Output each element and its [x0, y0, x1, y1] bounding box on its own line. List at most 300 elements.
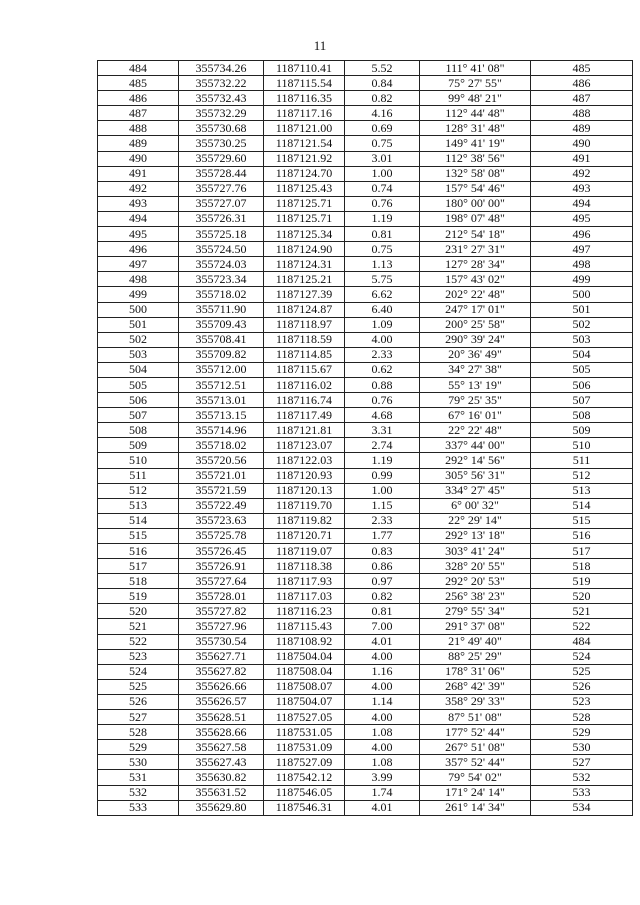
point-from-cell: 517	[98, 559, 179, 574]
bearing-cell: 231° 27' 31"	[420, 242, 531, 257]
point-from-cell: 492	[98, 181, 179, 196]
y-coordinate-cell: 1187121.00	[264, 121, 345, 136]
point-from-cell: 499	[98, 287, 179, 302]
bearing-cell: 87° 51' 08"	[420, 710, 531, 725]
bearing-cell: 261° 14' 34"	[420, 800, 531, 815]
bearing-cell: 79° 54' 02"	[420, 770, 531, 785]
table-row	[98, 362, 633, 377]
point-from-cell: 511	[98, 468, 179, 483]
point-from-cell: 491	[98, 166, 179, 181]
table-row	[98, 121, 633, 136]
y-coordinate-cell: 1187508.04	[264, 664, 345, 679]
point-from-cell: 518	[98, 574, 179, 589]
y-coordinate-cell: 1187125.21	[264, 272, 345, 287]
table-row	[98, 755, 633, 770]
point-from-cell: 520	[98, 604, 179, 619]
table-row	[98, 483, 633, 498]
x-coordinate-cell: 355627.82	[179, 664, 264, 679]
y-coordinate-cell: 1187117.03	[264, 589, 345, 604]
point-from-cell: 488	[98, 121, 179, 136]
table-row	[98, 785, 633, 800]
point-to-cell: 522	[531, 619, 633, 634]
x-coordinate-cell: 355732.43	[179, 91, 264, 106]
length-cell: 4.01	[345, 634, 420, 649]
x-coordinate-cell: 355728.01	[179, 589, 264, 604]
table-row	[98, 634, 633, 649]
x-coordinate-cell: 355725.78	[179, 528, 264, 543]
x-coordinate-cell: 355726.45	[179, 544, 264, 559]
y-coordinate-cell: 1187116.35	[264, 91, 345, 106]
table-row	[98, 242, 633, 257]
bearing-cell: 334° 27' 45"	[420, 483, 531, 498]
table-row	[98, 227, 633, 242]
length-cell: 1.74	[345, 785, 420, 800]
y-coordinate-cell: 1187118.59	[264, 332, 345, 347]
point-to-cell: 513	[531, 483, 633, 498]
y-coordinate-cell: 1187110.41	[264, 61, 345, 76]
point-to-cell: 492	[531, 166, 633, 181]
bearing-cell: 180° 00' 00"	[420, 196, 531, 211]
point-to-cell: 498	[531, 257, 633, 272]
point-to-cell: 528	[531, 710, 633, 725]
table-row	[98, 166, 633, 181]
x-coordinate-cell: 355734.26	[179, 61, 264, 76]
bearing-cell: 178° 31' 06"	[420, 664, 531, 679]
point-to-cell: 507	[531, 393, 633, 408]
table-row	[98, 257, 633, 272]
point-to-cell: 524	[531, 649, 633, 664]
length-cell: 4.00	[345, 740, 420, 755]
x-coordinate-cell: 355728.44	[179, 166, 264, 181]
x-coordinate-cell: 355628.51	[179, 710, 264, 725]
point-to-cell: 515	[531, 513, 633, 528]
y-coordinate-cell: 1187124.70	[264, 166, 345, 181]
point-from-cell: 505	[98, 377, 179, 392]
point-to-cell: 523	[531, 694, 633, 709]
point-from-cell: 524	[98, 664, 179, 679]
point-from-cell: 498	[98, 272, 179, 287]
table-row	[98, 770, 633, 785]
x-coordinate-cell: 355711.90	[179, 302, 264, 317]
y-coordinate-cell: 1187120.13	[264, 483, 345, 498]
point-from-cell: 504	[98, 362, 179, 377]
point-from-cell: 525	[98, 679, 179, 694]
point-to-cell: 497	[531, 242, 633, 257]
x-coordinate-cell: 355730.25	[179, 136, 264, 151]
point-to-cell: 496	[531, 227, 633, 242]
length-cell: 2.33	[345, 513, 420, 528]
table-row	[98, 272, 633, 287]
table-row	[98, 151, 633, 166]
length-cell: 1.00	[345, 166, 420, 181]
bearing-cell: 112° 38' 56"	[420, 151, 531, 166]
x-coordinate-cell: 355630.82	[179, 770, 264, 785]
table-row	[98, 664, 633, 679]
y-coordinate-cell: 1187117.16	[264, 106, 345, 121]
length-cell: 0.76	[345, 393, 420, 408]
x-coordinate-cell: 355726.31	[179, 211, 264, 226]
length-cell: 0.76	[345, 196, 420, 211]
length-cell: 4.00	[345, 710, 420, 725]
table-row	[98, 453, 633, 468]
point-to-cell: 486	[531, 76, 633, 91]
y-coordinate-cell: 1187116.74	[264, 393, 345, 408]
table-row	[98, 408, 633, 423]
length-cell: 3.01	[345, 151, 420, 166]
table-row	[98, 61, 633, 76]
point-to-cell: 526	[531, 679, 633, 694]
bearing-cell: 157° 43' 02"	[420, 272, 531, 287]
point-to-cell: 500	[531, 287, 633, 302]
length-cell: 1.09	[345, 317, 420, 332]
point-to-cell: 530	[531, 740, 633, 755]
point-from-cell: 493	[98, 196, 179, 211]
bearing-cell: 303° 41' 24"	[420, 544, 531, 559]
x-coordinate-cell: 355730.54	[179, 634, 264, 649]
y-coordinate-cell: 1187118.97	[264, 317, 345, 332]
point-to-cell: 506	[531, 377, 633, 392]
length-cell: 0.97	[345, 574, 420, 589]
length-cell: 4.00	[345, 679, 420, 694]
y-coordinate-cell: 1187125.71	[264, 211, 345, 226]
point-from-cell: 487	[98, 106, 179, 121]
point-to-cell: 509	[531, 423, 633, 438]
point-to-cell: 510	[531, 438, 633, 453]
point-to-cell: 501	[531, 302, 633, 317]
point-from-cell: 516	[98, 544, 179, 559]
bearing-cell: 268° 42' 39"	[420, 679, 531, 694]
length-cell: 5.75	[345, 272, 420, 287]
y-coordinate-cell: 1187118.38	[264, 559, 345, 574]
point-to-cell: 503	[531, 332, 633, 347]
bearing-cell: 357° 52' 44"	[420, 755, 531, 770]
bearing-cell: 290° 39' 24"	[420, 332, 531, 347]
length-cell: 0.82	[345, 91, 420, 106]
x-coordinate-cell: 355626.57	[179, 694, 264, 709]
y-coordinate-cell: 1187531.05	[264, 725, 345, 740]
bearing-cell: 198° 07' 48"	[420, 211, 531, 226]
table-row	[98, 211, 633, 226]
point-to-cell: 533	[531, 785, 633, 800]
length-cell: 6.62	[345, 287, 420, 302]
bearing-cell: 99° 48' 21"	[420, 91, 531, 106]
point-from-cell: 522	[98, 634, 179, 649]
table-row	[98, 559, 633, 574]
point-from-cell: 527	[98, 710, 179, 725]
length-cell: 0.75	[345, 242, 420, 257]
table-row	[98, 649, 633, 664]
bearing-cell: 21° 49' 40"	[420, 634, 531, 649]
bearing-cell: 128° 31' 48"	[420, 121, 531, 136]
point-to-cell: 529	[531, 725, 633, 740]
bearing-cell: 328° 20' 55"	[420, 559, 531, 574]
y-coordinate-cell: 1187117.93	[264, 574, 345, 589]
x-coordinate-cell: 355727.76	[179, 181, 264, 196]
length-cell: 0.74	[345, 181, 420, 196]
bearing-cell: 202° 22' 48"	[420, 287, 531, 302]
table-row	[98, 710, 633, 725]
coordinates-table	[97, 60, 633, 816]
bearing-cell: 55° 13' 19"	[420, 377, 531, 392]
table-row	[98, 589, 633, 604]
y-coordinate-cell: 1187121.54	[264, 136, 345, 151]
x-coordinate-cell: 355727.96	[179, 619, 264, 634]
x-coordinate-cell: 355732.29	[179, 106, 264, 121]
point-from-cell: 495	[98, 227, 179, 242]
bearing-cell: 292° 14' 56"	[420, 453, 531, 468]
point-to-cell: 518	[531, 559, 633, 574]
table-row	[98, 76, 633, 91]
table-row	[98, 740, 633, 755]
point-from-cell: 530	[98, 755, 179, 770]
bearing-cell: 111° 41' 08"	[420, 61, 531, 76]
length-cell: 4.00	[345, 649, 420, 664]
length-cell: 2.74	[345, 438, 420, 453]
length-cell: 0.81	[345, 604, 420, 619]
bearing-cell: 88° 25' 29"	[420, 649, 531, 664]
point-from-cell: 529	[98, 740, 179, 755]
x-coordinate-cell: 355721.59	[179, 483, 264, 498]
x-coordinate-cell: 355709.82	[179, 347, 264, 362]
point-from-cell: 485	[98, 76, 179, 91]
y-coordinate-cell: 1187120.71	[264, 528, 345, 543]
bearing-cell: 337° 44' 00"	[420, 438, 531, 453]
y-coordinate-cell: 1187542.12	[264, 770, 345, 785]
y-coordinate-cell: 1187119.70	[264, 498, 345, 513]
bearing-cell: 75° 27' 55"	[420, 76, 531, 91]
table-row	[98, 498, 633, 513]
point-from-cell: 494	[98, 211, 179, 226]
point-to-cell: 494	[531, 196, 633, 211]
y-coordinate-cell: 1187121.92	[264, 151, 345, 166]
point-from-cell: 508	[98, 423, 179, 438]
bearing-cell: 358° 29' 33"	[420, 694, 531, 709]
table-row	[98, 694, 633, 709]
x-coordinate-cell: 355708.41	[179, 332, 264, 347]
table-row	[98, 725, 633, 740]
length-cell: 0.75	[345, 136, 420, 151]
x-coordinate-cell: 355709.43	[179, 317, 264, 332]
point-from-cell: 486	[98, 91, 179, 106]
point-from-cell: 509	[98, 438, 179, 453]
point-from-cell: 515	[98, 528, 179, 543]
y-coordinate-cell: 1187121.81	[264, 423, 345, 438]
bearing-cell: 305° 56' 31"	[420, 468, 531, 483]
point-to-cell: 511	[531, 453, 633, 468]
table-row	[98, 136, 633, 151]
bearing-cell: 112° 44' 48"	[420, 106, 531, 121]
point-from-cell: 503	[98, 347, 179, 362]
length-cell: 4.16	[345, 106, 420, 121]
point-from-cell: 519	[98, 589, 179, 604]
table-row	[98, 574, 633, 589]
table-row	[98, 393, 633, 408]
point-from-cell: 506	[98, 393, 179, 408]
point-from-cell: 512	[98, 483, 179, 498]
x-coordinate-cell: 355730.68	[179, 121, 264, 136]
length-cell: 1.14	[345, 694, 420, 709]
y-coordinate-cell: 1187127.39	[264, 287, 345, 302]
y-coordinate-cell: 1187119.07	[264, 544, 345, 559]
point-from-cell: 496	[98, 242, 179, 257]
table-row	[98, 347, 633, 362]
length-cell: 1.19	[345, 453, 420, 468]
length-cell: 6.40	[345, 302, 420, 317]
x-coordinate-cell: 355713.15	[179, 408, 264, 423]
y-coordinate-cell: 1187125.71	[264, 196, 345, 211]
x-coordinate-cell: 355627.58	[179, 740, 264, 755]
point-from-cell: 500	[98, 302, 179, 317]
bearing-cell: 212° 54' 18"	[420, 227, 531, 242]
coordinates-table-body	[98, 61, 633, 816]
table-row	[98, 302, 633, 317]
y-coordinate-cell: 1187116.02	[264, 377, 345, 392]
point-from-cell: 510	[98, 453, 179, 468]
bearing-cell: 292° 13' 18"	[420, 528, 531, 543]
table-row	[98, 619, 633, 634]
bearing-cell: 177° 52' 44"	[420, 725, 531, 740]
x-coordinate-cell: 355631.52	[179, 785, 264, 800]
point-to-cell: 532	[531, 770, 633, 785]
y-coordinate-cell: 1187124.31	[264, 257, 345, 272]
y-coordinate-cell: 1187504.07	[264, 694, 345, 709]
point-to-cell: 514	[531, 498, 633, 513]
point-to-cell: 534	[531, 800, 633, 815]
y-coordinate-cell: 1187114.85	[264, 347, 345, 362]
bearing-cell: 267° 51' 08"	[420, 740, 531, 755]
point-from-cell: 523	[98, 649, 179, 664]
length-cell: 0.86	[345, 559, 420, 574]
point-to-cell: 519	[531, 574, 633, 589]
point-to-cell: 525	[531, 664, 633, 679]
y-coordinate-cell: 1187531.09	[264, 740, 345, 755]
point-to-cell: 485	[531, 61, 633, 76]
y-coordinate-cell: 1187116.23	[264, 604, 345, 619]
table-row	[98, 317, 633, 332]
y-coordinate-cell: 1187546.05	[264, 785, 345, 800]
y-coordinate-cell: 1187508.07	[264, 679, 345, 694]
point-from-cell: 490	[98, 151, 179, 166]
bearing-cell: 22° 22' 48"	[420, 423, 531, 438]
point-to-cell: 508	[531, 408, 633, 423]
bearing-cell: 171° 24' 14"	[420, 785, 531, 800]
point-to-cell: 527	[531, 755, 633, 770]
length-cell: 1.08	[345, 755, 420, 770]
point-to-cell: 490	[531, 136, 633, 151]
x-coordinate-cell: 355720.56	[179, 453, 264, 468]
x-coordinate-cell: 355723.63	[179, 513, 264, 528]
bearing-cell: 200° 25' 58"	[420, 317, 531, 332]
length-cell: 2.33	[345, 347, 420, 362]
point-from-cell: 502	[98, 332, 179, 347]
point-from-cell: 507	[98, 408, 179, 423]
table-row	[98, 544, 633, 559]
length-cell: 3.99	[345, 770, 420, 785]
x-coordinate-cell: 355724.03	[179, 257, 264, 272]
point-to-cell: 516	[531, 528, 633, 543]
x-coordinate-cell: 355629.80	[179, 800, 264, 815]
table-row	[98, 287, 633, 302]
table-row	[98, 332, 633, 347]
point-to-cell: 504	[531, 347, 633, 362]
y-coordinate-cell: 1187115.67	[264, 362, 345, 377]
point-from-cell: 514	[98, 513, 179, 528]
table-row	[98, 91, 633, 106]
point-to-cell: 491	[531, 151, 633, 166]
table-row	[98, 528, 633, 543]
bearing-cell: 256° 38' 23"	[420, 589, 531, 604]
length-cell: 0.88	[345, 377, 420, 392]
x-coordinate-cell: 355712.00	[179, 362, 264, 377]
x-coordinate-cell: 355718.02	[179, 438, 264, 453]
bearing-cell: 291° 37' 08"	[420, 619, 531, 634]
length-cell: 1.13	[345, 257, 420, 272]
table-row	[98, 196, 633, 211]
x-coordinate-cell: 355727.64	[179, 574, 264, 589]
y-coordinate-cell: 1187124.90	[264, 242, 345, 257]
y-coordinate-cell: 1187115.54	[264, 76, 345, 91]
length-cell: 1.16	[345, 664, 420, 679]
table-row	[98, 438, 633, 453]
bearing-cell: 292° 20' 53"	[420, 574, 531, 589]
y-coordinate-cell: 1187125.43	[264, 181, 345, 196]
x-coordinate-cell: 355722.49	[179, 498, 264, 513]
x-coordinate-cell: 355627.43	[179, 755, 264, 770]
length-cell: 0.69	[345, 121, 420, 136]
point-to-cell: 484	[531, 634, 633, 649]
point-from-cell: 526	[98, 694, 179, 709]
y-coordinate-cell: 1187117.49	[264, 408, 345, 423]
bearing-cell: 20° 36' 49"	[420, 347, 531, 362]
point-from-cell: 533	[98, 800, 179, 815]
table-row	[98, 604, 633, 619]
y-coordinate-cell: 1187527.05	[264, 710, 345, 725]
x-coordinate-cell: 355725.18	[179, 227, 264, 242]
point-from-cell: 489	[98, 136, 179, 151]
point-to-cell: 517	[531, 544, 633, 559]
bearing-cell: 6° 00' 32"	[420, 498, 531, 513]
length-cell: 1.00	[345, 483, 420, 498]
point-to-cell: 487	[531, 91, 633, 106]
point-from-cell: 521	[98, 619, 179, 634]
bearing-cell: 279° 55' 34"	[420, 604, 531, 619]
y-coordinate-cell: 1187124.87	[264, 302, 345, 317]
y-coordinate-cell: 1187125.34	[264, 227, 345, 242]
x-coordinate-cell: 355626.66	[179, 679, 264, 694]
bearing-cell: 149° 41' 19"	[420, 136, 531, 151]
y-coordinate-cell: 1187108.92	[264, 634, 345, 649]
point-to-cell: 493	[531, 181, 633, 196]
x-coordinate-cell: 355627.71	[179, 649, 264, 664]
point-from-cell: 501	[98, 317, 179, 332]
bearing-cell: 34° 27' 38"	[420, 362, 531, 377]
length-cell: 4.68	[345, 408, 420, 423]
bearing-cell: 247° 17' 01"	[420, 302, 531, 317]
point-from-cell: 531	[98, 770, 179, 785]
page-number: 11	[313, 38, 327, 53]
point-from-cell: 513	[98, 498, 179, 513]
x-coordinate-cell: 355714.96	[179, 423, 264, 438]
table-row	[98, 513, 633, 528]
length-cell: 0.99	[345, 468, 420, 483]
y-coordinate-cell: 1187546.31	[264, 800, 345, 815]
y-coordinate-cell: 1187122.03	[264, 453, 345, 468]
point-to-cell: 502	[531, 317, 633, 332]
point-to-cell: 488	[531, 106, 633, 121]
length-cell: 4.01	[345, 800, 420, 815]
y-coordinate-cell: 1187504.04	[264, 649, 345, 664]
length-cell: 0.83	[345, 544, 420, 559]
